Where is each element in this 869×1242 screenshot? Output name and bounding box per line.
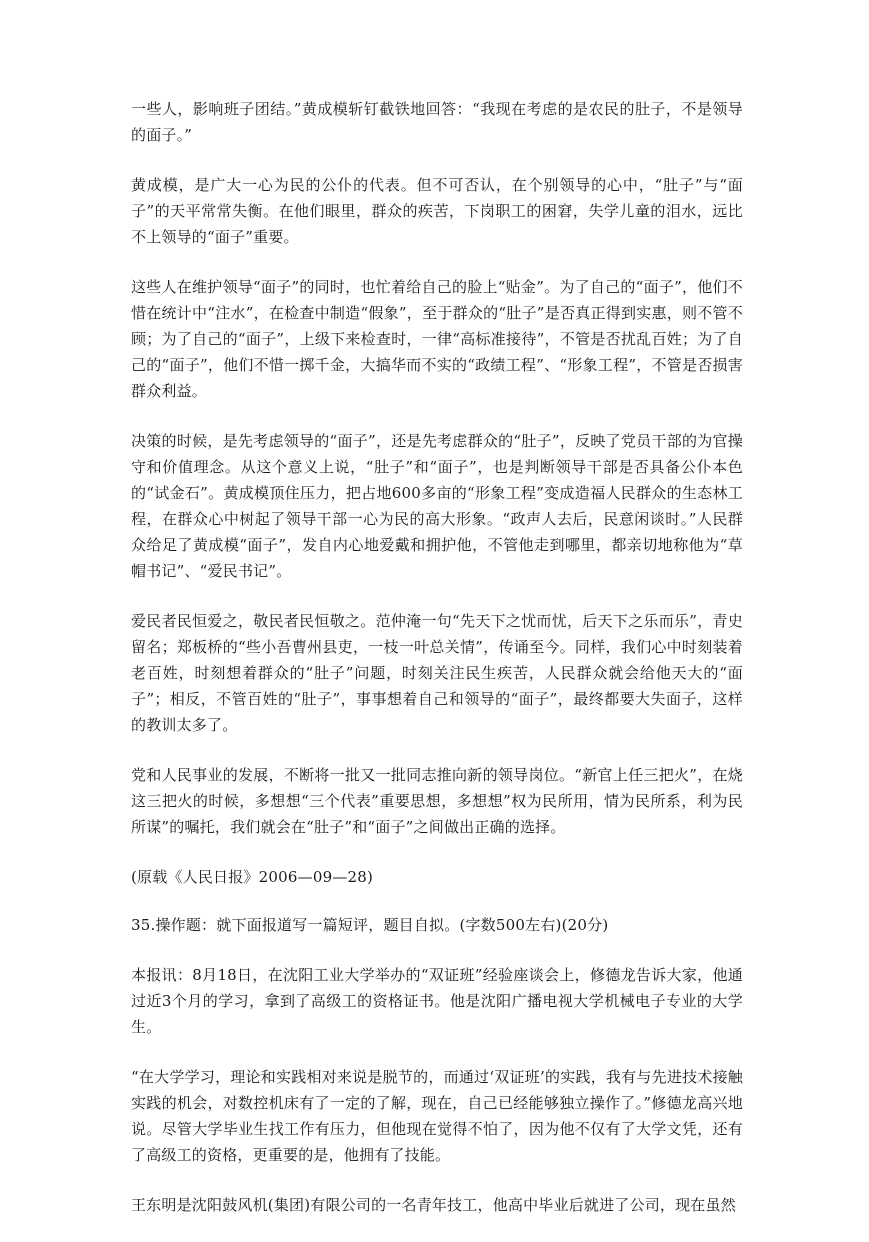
question-35: 35.操作题：就下面报道写一篇短评，题目自拟。(字数500左右)(20分) — [131, 916, 609, 934]
source-citation: (原载《人民日报》2006—09—28) — [131, 868, 374, 886]
document-body — [131, 96, 743, 1242]
report-paragraph-3: 王东明是沈阳鼓风机(集团)有限公司的一名青年技工，他高中毕业后就进了公司，现在虽然 — [131, 1196, 736, 1214]
paragraph-6: 党和人民事业的发展，不断将一批又一批同志推向新的领导岗位。“新官上任三把火”，在烧这三把火的时候，多想想“三个代表”重要思想，多想想”权为民所用，情为民所系，利为民所谋”的嘱托，我们就会在“肚子”和“面子”之间做出正确的选择。 — [131, 766, 743, 836]
report-paragraph-2: “在大学学习，理论和实践相对来说是脱节的，而通过‘双证班’的实践，我有与先进技术接触实践的机会，对数控机床有了一定的了解，现在，自己已经能够独立操作了。”修德龙高兴地说。尽管大学毕业生找工作有压力，但他现在觉得不怕了，因为他不仅有了大学文凭，还有了高级工的资格，更重要的是，他拥有了技能。 — [131, 1068, 743, 1164]
report-paragraph-1: 本报讯：8月18日，在沈阳工业大学举办的“双证班”经验座谈会上，修德龙告诉大家，他通过近3个月的学习，拿到了高级工的资格证书。他是沈阳广播电视大学机械电子专业的大学生。 — [131, 966, 743, 1036]
paragraph-4: 决策的时候，是先考虑领导的“面子”，还是先考虑群众的“肚子”，反映了党员干部的为官操守和价值理念。从这个意义上说，“肚子”和“面子”，也是判断领导干部是否具备公仆本色的“试金石”。黄成模顶住压力，把占地600多亩的“形象工程”变成造福人民群众的生态林工程，在群众心中树起了领导干部一心为民的高大形象。“政声人去后，民意闲谈时。”人民群众给足了黄成模“面子”，发自内心地爱戴和拥护他，不管他走到哪里，都亲切地称他为“草帽书记”、“爱民书记”。 — [131, 432, 743, 580]
paragraph-1: 一些人，影响班子团结。”黄成模斩钉截铁地回答：“我现在考虑的是农民的肚子，不是领导的面子。” — [131, 100, 743, 144]
paragraph-2: 黄成模，是广大一心为民的公仆的代表。但不可否认，在个别领导的心中，“肚子”与“面子”的天平常常失衡。在他们眼里，群众的疾苦，下岗职工的困窘，失学儿童的泪水，远比不上领导的“面子”重要。 — [131, 176, 743, 246]
paragraph-5: 爱民者民恒爱之，敬民者民恒敬之。范仲淹一句“先天下之忧而忧，后天下之乐而乐”，青史留名；郑板桥的“些小吾曹州县吏，一枝一叶总关情”，传诵至今。同样，我们心中时刻装着老百姓，时刻想着群众的“肚子”问题，时刻关注民生疾苦，人民群众就会给他天大的“面子”；相反，不管百姓的“肚子”，事事想着自己和领导的“面子”，最终都要大失面子，这样的教训太多了。 — [131, 612, 743, 734]
paragraph-3: 这些人在维护领导“面子”的同时，也忙着给自己的脸上“贴金”。为了自己的“面子”，他们不惜在统计中“注水”，在检查中制造“假象”，至于群众的“肚子”是否真正得到实惠，则不管不顾；为了自己的“面子”，上级下来检查时，一律“高标准接待”，不管是否扰乱百姓；为了自己的“面子”，他们不惜一掷千金，大搞华而不实的“政绩工程”、“形象工程”，不管是否损害群众利益。 — [131, 278, 743, 400]
